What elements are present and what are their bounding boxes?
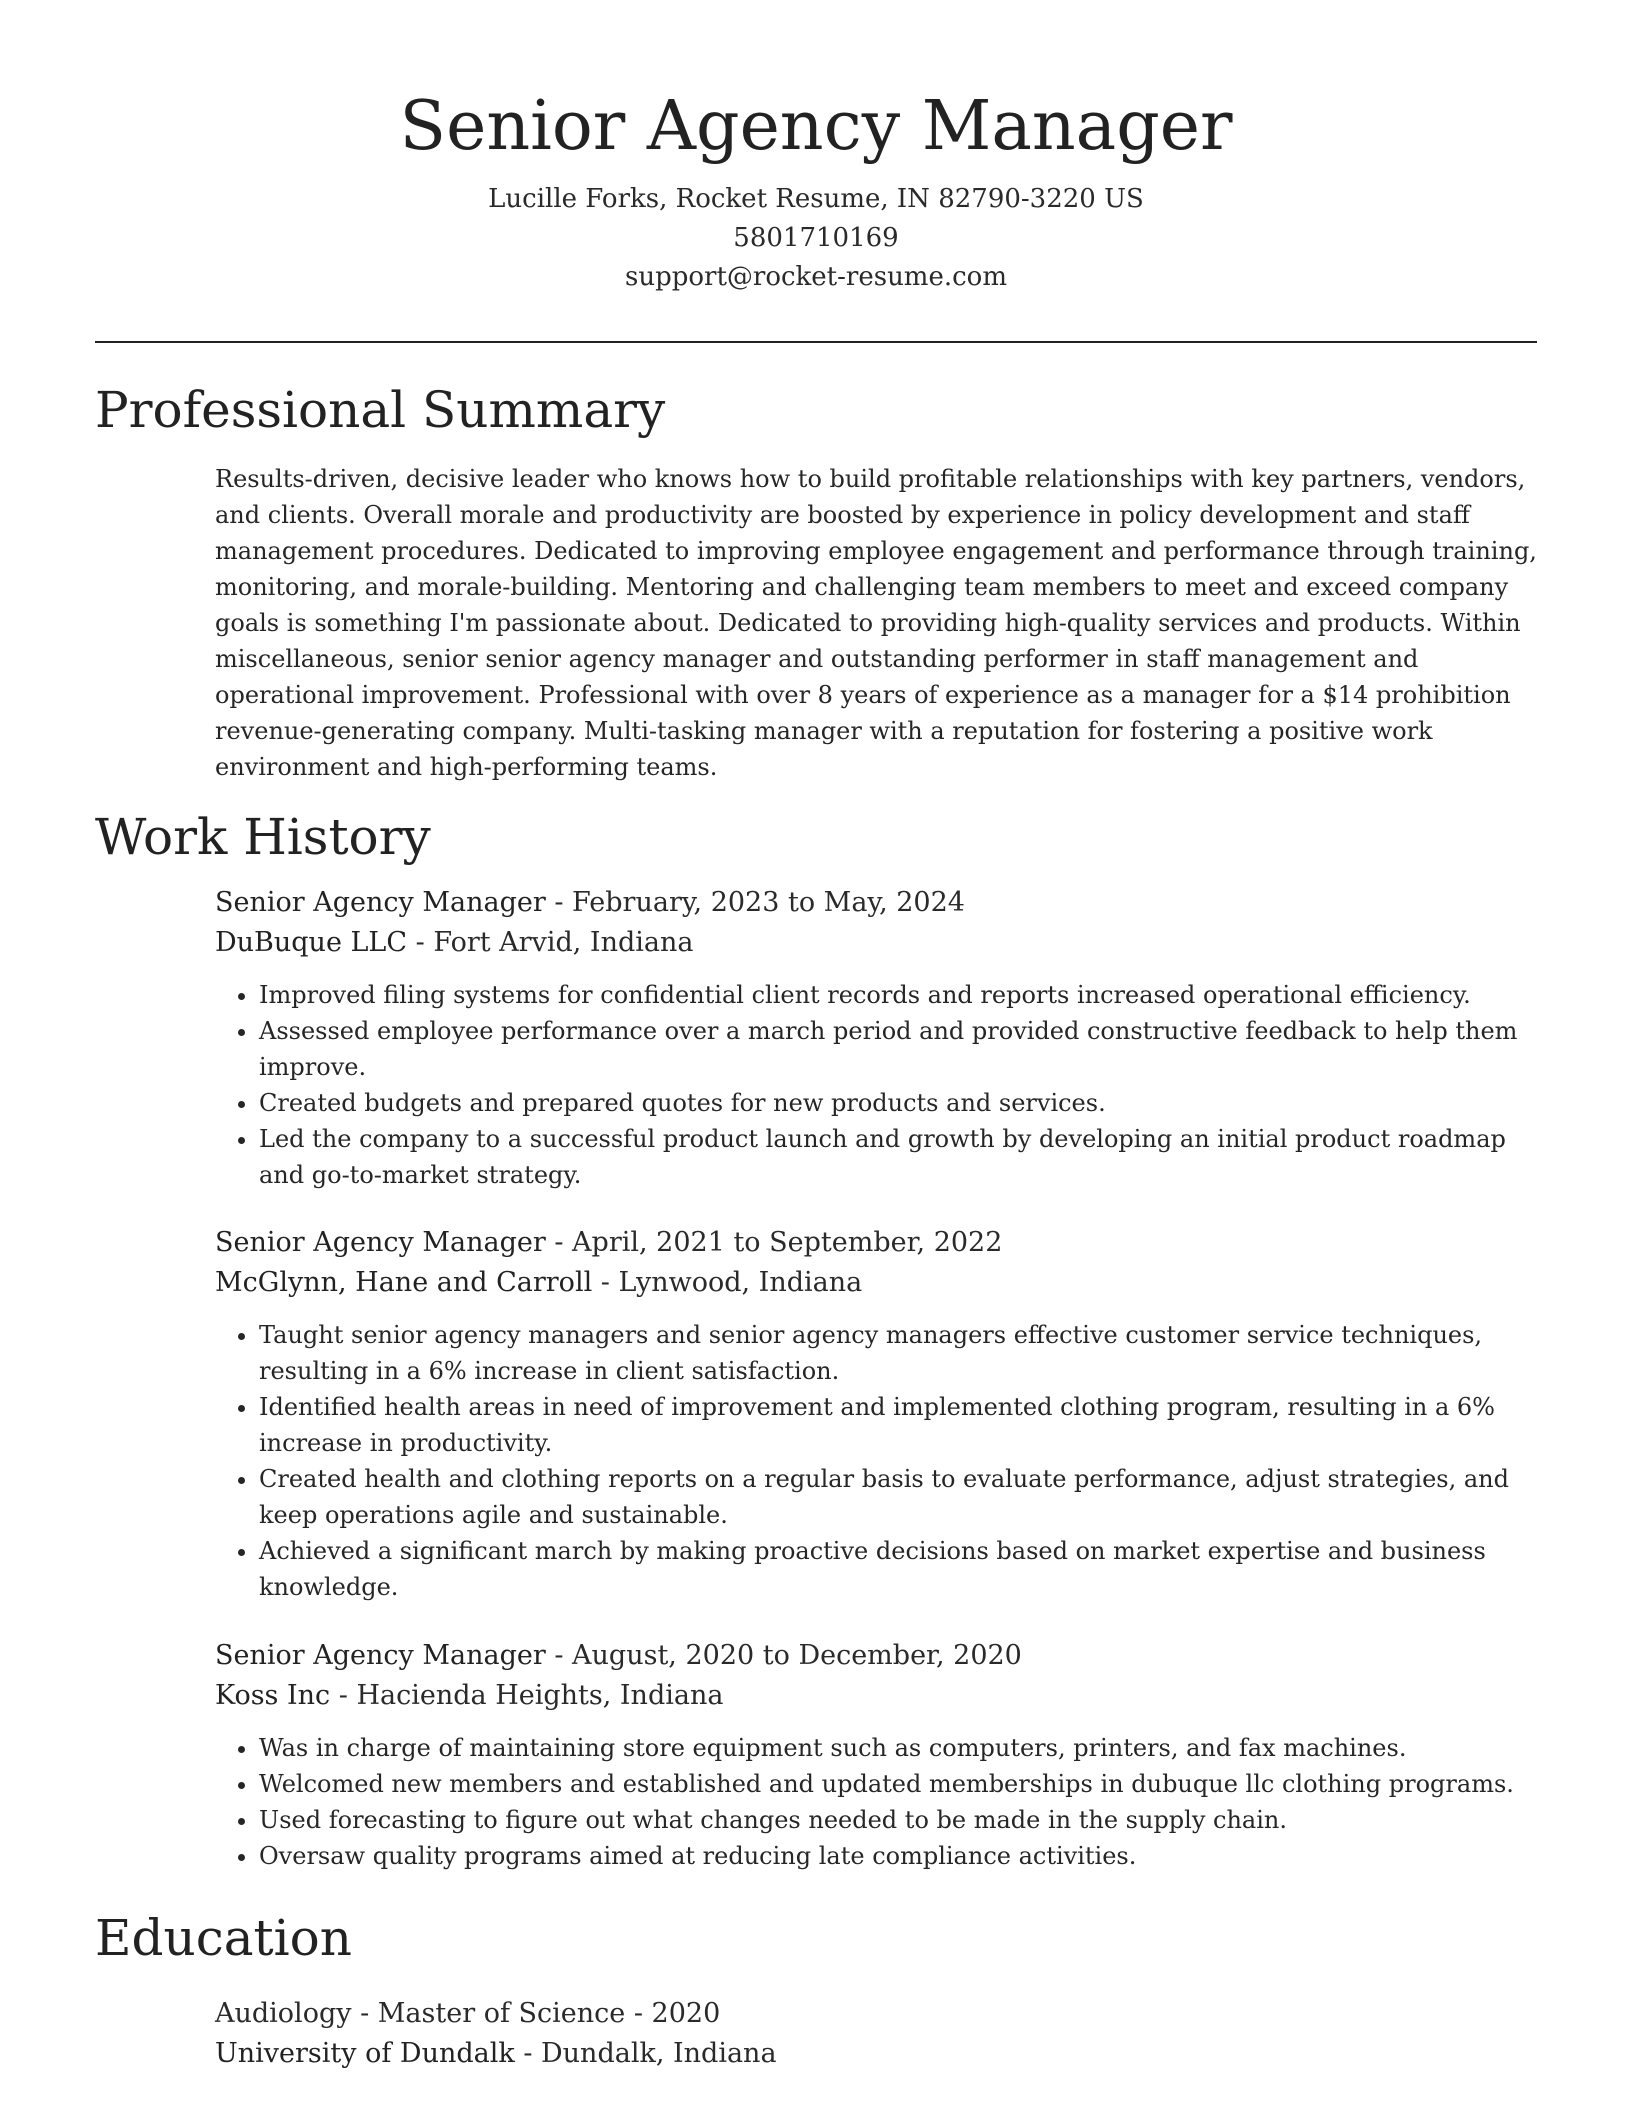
job-dates: - April, 2021 to September, 2022 xyxy=(545,1227,1003,1258)
job-company-line xyxy=(215,923,1540,963)
job-title-line xyxy=(215,883,1540,923)
job-bullet: • Led the company to a successful product launch and growth by developing an initial product roadmap and go-to-market strategy. xyxy=(259,1121,1540,1193)
job-role: Senior Agency Manager xyxy=(215,1227,546,1258)
job-bullet: • Improved filing systems for confidential client records and reports increased operational efficiency. xyxy=(259,977,1540,1013)
job-company: Koss Inc xyxy=(215,1680,331,1711)
job-dates: - August, 2020 to December, 2020 xyxy=(545,1640,1022,1671)
contact-email: support@rocket-resume.com xyxy=(624,262,1007,292)
job-bullet: • Welcomed new members and established and updated memberships in dubuque llc clothing programs. xyxy=(259,1766,1540,1802)
job-bullets xyxy=(215,977,1540,1193)
work-history-heading: Work History xyxy=(95,808,431,866)
job-role: Senior Agency Manager xyxy=(215,1640,546,1671)
education-school-line xyxy=(215,2034,1540,2074)
job-role: Senior Agency Manager xyxy=(215,887,546,918)
job-bullet: • Created budgets and prepared quotes for new products and services. xyxy=(259,1085,1540,1121)
contact-info xyxy=(0,180,1632,297)
candidate-title: Senior Agency Manager xyxy=(399,87,1233,166)
job-location: - Fort Arvid, Indiana xyxy=(407,927,694,958)
job-bullet: • Taught senior agency managers and senior agency managers effective customer service techniques, resulting in a 6% increase in client satisfaction. xyxy=(259,1317,1540,1389)
job-dates: - February, 2023 to May, 2024 xyxy=(545,887,965,918)
job-bullets xyxy=(215,1317,1540,1605)
contact-phone: 5801710169 xyxy=(733,223,899,253)
job-bullet: • Used forecasting to figure out what changes needed to be made in the supply chain. xyxy=(259,1802,1540,1838)
job-bullet: • Achieved a significant march by making proactive decisions based on market expertise and business knowledge. xyxy=(259,1533,1540,1605)
job-entry xyxy=(215,1223,1540,1605)
education-degree: Audiology - Master of Science - 2020 xyxy=(215,1998,721,2029)
summary-heading: Professional Summary xyxy=(95,381,666,439)
job-company-line xyxy=(215,1263,1540,1303)
job-company: McGlynn, Hane and Carroll xyxy=(215,1267,593,1298)
education-heading: Education xyxy=(95,1909,352,1967)
job-company-line xyxy=(215,1676,1540,1716)
job-bullet: • Oversaw quality programs aimed at reducing late compliance activities. xyxy=(259,1838,1540,1874)
header-divider xyxy=(95,341,1537,343)
resume-header xyxy=(0,82,1632,297)
summary-text: Results-driven, decisive leader who knows how to build profitable relationships with key partners, vendors, and clients. Overall morale and productivity are boosted by experience in policy development and staff management procedures. Dedicated to improving employee engagement and performance through training, monitoring, and morale-building. Mentoring and challenging team members to meet and exceed company goals is something I'm passionate about. Dedicated to providing high-quality services and products. Within miscellaneous, senior senior agency manager and outstanding performer in staff management and operational improvement. Professional with over 8 years of experience as a manager for a $14 prohibition revenue-generating company. Multi-tasking manager with a reputation for fostering a positive work environment and high-performing teams. xyxy=(215,465,1537,781)
job-entry xyxy=(215,883,1540,1193)
job-location: - Hacienda Heights, Indiana xyxy=(330,1680,724,1711)
job-title-line xyxy=(215,1223,1540,1263)
job-bullet: • Created health and clothing reports on a regular basis to evaluate performance, adjust strategies, and keep operations agile and sustainable. xyxy=(259,1461,1540,1533)
job-bullet: • Identified health areas in need of improvement and implemented clothing program, resulting in a 6% increase in productivity. xyxy=(259,1389,1540,1461)
job-company: DuBuque LLC xyxy=(215,927,408,958)
job-bullets xyxy=(215,1730,1540,1874)
education-entry xyxy=(215,1994,1540,2074)
job-bullet: • Assessed employee performance over a march period and provided constructive feedback to help them improve. xyxy=(259,1013,1540,1085)
contact-address: Lucille Forks, Rocket Resume, IN 82790-3220 US xyxy=(488,184,1144,214)
education-location: - Dundalk, Indiana xyxy=(514,2038,777,2069)
job-entry xyxy=(215,1636,1540,1874)
job-bullet: • Was in charge of maintaining store equipment such as computers, printers, and fax machines. xyxy=(259,1730,1540,1766)
education-school: University of Dundalk xyxy=(215,2038,515,2069)
job-title-line xyxy=(215,1636,1540,1676)
job-location: - Lynwood, Indiana xyxy=(592,1267,863,1298)
